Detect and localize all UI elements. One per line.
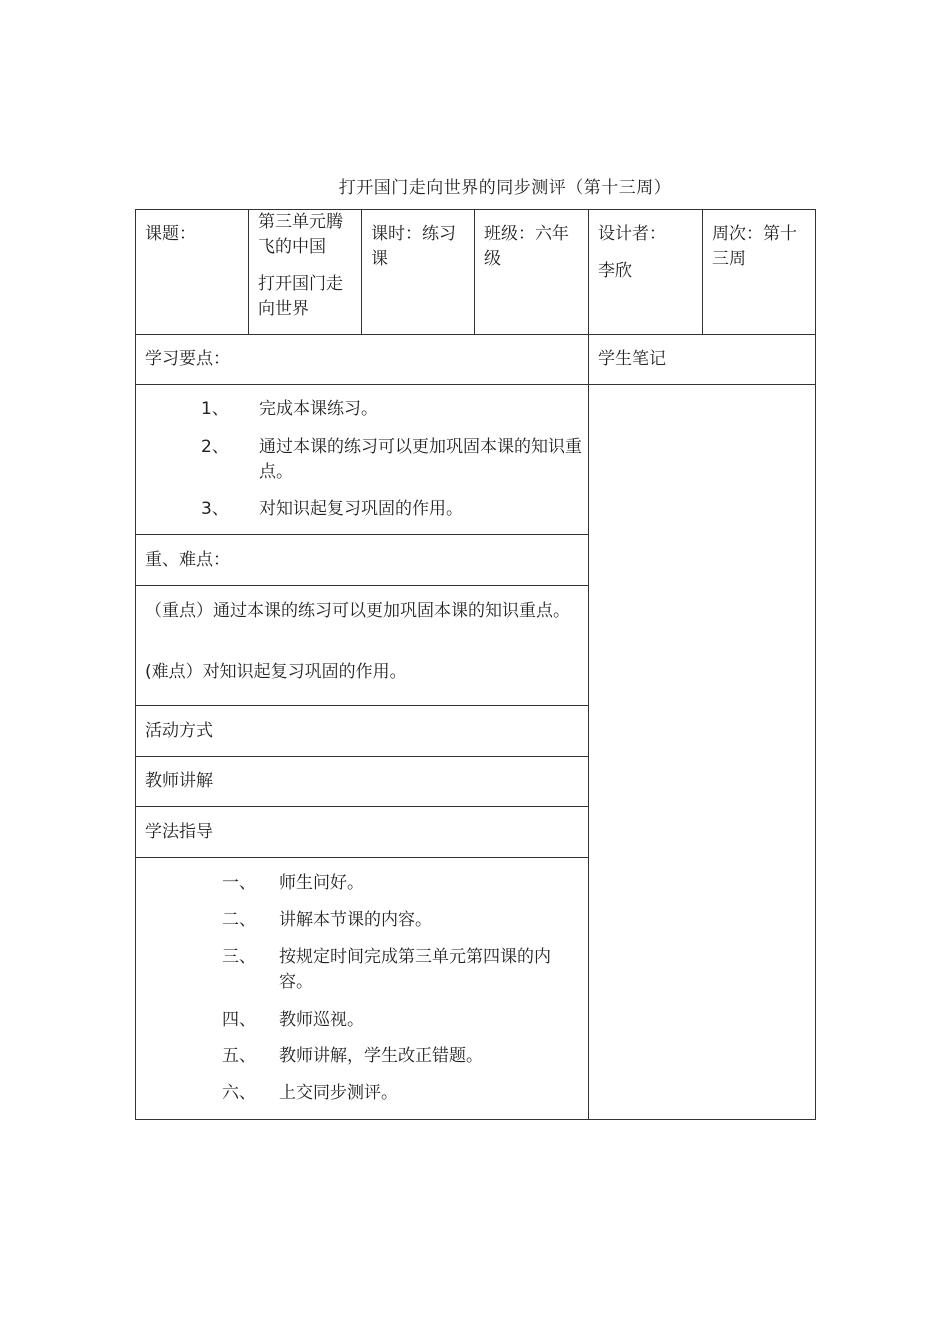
step-number: 四、 (222, 1010, 256, 1030)
table-divider (135, 705, 589, 706)
step-number: 二、 (222, 910, 256, 930)
grade-cell: 班级：六年级 (484, 224, 569, 269)
week-cell: 周次：第十三周 (712, 224, 797, 269)
table-divider (588, 209, 589, 1120)
table-divider (135, 857, 589, 858)
step-item: 师生问好。 (279, 873, 364, 893)
designer-label: 设计者： (598, 224, 666, 244)
step-item: 讲解本节课的内容。 (279, 910, 432, 930)
topic-value-lesson: 打开国门走向世界 (258, 274, 343, 319)
list-item: 对知识起复习巩固的作用。 (259, 499, 463, 519)
step-item: 教师讲解，学生改正错题。 (279, 1046, 483, 1066)
table-divider (248, 209, 249, 334)
method-label: 学法指导 (145, 822, 213, 842)
teacher-label: 教师讲解 (145, 771, 213, 791)
table-divider (361, 209, 362, 334)
table-border-left (135, 209, 136, 1120)
step-item: 上交同步测评。 (279, 1083, 398, 1103)
table-border-top (135, 209, 816, 210)
list-item-number: 2、 (201, 437, 229, 457)
page-title: 打开国门走向世界的同步测评（第十三周） (338, 178, 672, 198)
step-number: 五、 (222, 1046, 256, 1066)
topic-value-unit: 第三单元腾飞的中国 (258, 212, 343, 257)
focus-point: （重点）通过本课的练习可以更加巩固本课的知识重点。 (145, 601, 570, 621)
step-number: 三、 (222, 947, 256, 967)
key-points-label: 学习要点： (145, 349, 230, 369)
table-divider (135, 534, 589, 535)
hard-point: (难点）对知识起复习巩固的作用。 (145, 662, 407, 682)
table-divider (135, 334, 816, 335)
notes-label: 学生笔记 (598, 349, 666, 369)
difficulty-label: 重、难点： (145, 550, 230, 570)
table-border-right (815, 209, 816, 1120)
table-divider (135, 585, 589, 586)
step-number: 一、 (222, 873, 256, 893)
designer-name: 李欣 (598, 261, 632, 281)
table-divider (135, 806, 589, 807)
table-border-bottom (135, 1119, 816, 1120)
list-item: 完成本课练习。 (259, 399, 378, 419)
table-divider (135, 384, 816, 385)
step-item: 教师巡视。 (279, 1010, 364, 1030)
step-item: 按规定时间完成第三单元第四课的内容。 (279, 947, 551, 992)
activity-label: 活动方式 (145, 721, 213, 741)
topic-label: 课题： (145, 224, 196, 244)
list-item: 通过本课的练习可以更加巩固本课的知识重点。 (259, 437, 582, 482)
table-divider (702, 209, 703, 334)
list-item-number: 3、 (201, 499, 229, 519)
table-divider (135, 756, 589, 757)
table-divider (474, 209, 475, 334)
list-item-number: 1、 (201, 399, 229, 419)
step-number: 六、 (222, 1083, 256, 1103)
period-cell: 课时：练习课 (371, 224, 456, 269)
